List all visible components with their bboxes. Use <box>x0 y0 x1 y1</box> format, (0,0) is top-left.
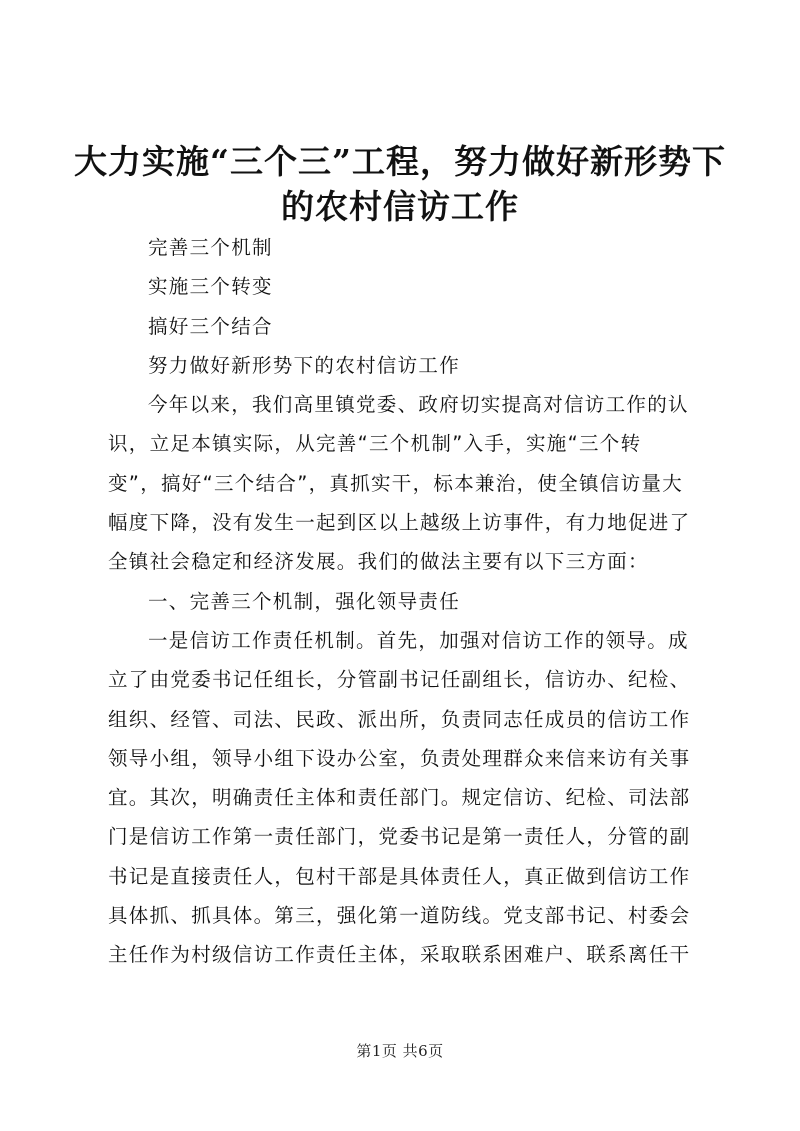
paragraph-line: 领导小组，领导小组下设办公室，负责处理群众来信来访有关事 <box>108 746 691 770</box>
paragraph-line: 全镇社会稳定和经济发展。我们的做法主要有以下三方面： <box>108 550 649 574</box>
paragraph-line: 具体抓、抓具体。第三，强化第一道防线。党支部书记、村委会 <box>108 904 691 928</box>
document-title-line-1: 大力实施“三个三”工程，努力做好新形势下 <box>74 142 726 181</box>
paragraph-line: 宜。其次，明确责任主体和责任部门。规定信访、纪检、司法部 <box>108 786 691 810</box>
document-body <box>108 228 708 975</box>
heading-line: 完善三个机制 <box>148 236 273 259</box>
heading-line: 搞好三个结合 <box>148 314 273 338</box>
paragraph-line: 识，立足本镇实际，从完善“三个机制”入手，实施“三个转 <box>108 432 642 456</box>
paragraph-line: 一是信访工作责任机制。首先，加强对信访工作的领导。成 <box>148 628 689 652</box>
paragraph-line: 立了由党委书记任组长，分管副书记任副组长，信访办、纪检、 <box>108 668 691 692</box>
paragraph-line: 主任作为村级信访工作责任主体，采取联系困难户、联系离任干 <box>108 943 691 967</box>
page-footer <box>0 1040 800 1061</box>
paragraph-line: 组织、经管、司法、民政、派出所，负责同志任成员的信访工作 <box>108 707 691 731</box>
heading-line: 实施三个转变 <box>148 275 273 299</box>
paragraph-line: 变”，搞好“三个结合”，真抓实干，标本兼治，使全镇信访量大 <box>108 471 684 495</box>
heading-line: 努力做好新形势下的农村信访工作 <box>148 353 461 377</box>
paragraph-line: 门是信访工作第一责任部门，党委书记是第一责任人，分管的副 <box>108 825 691 849</box>
page-number-label: 第1页 共6页 <box>356 1042 444 1060</box>
document-title-line-2: 的农村信访工作 <box>281 187 519 226</box>
paragraph-line: 今年以来，我们高里镇党委、政府切实提高对信访工作的认 <box>148 393 689 417</box>
paragraph-line: 书记是直接责任人，包村干部是具体责任人，真正做到信访工作 <box>108 864 691 888</box>
section-heading: 一、完善三个机制，强化领导责任 <box>148 589 461 613</box>
paragraph-line: 幅度下降，没有发生一起到区以上越级上访事件，有力地促进了 <box>108 511 691 535</box>
